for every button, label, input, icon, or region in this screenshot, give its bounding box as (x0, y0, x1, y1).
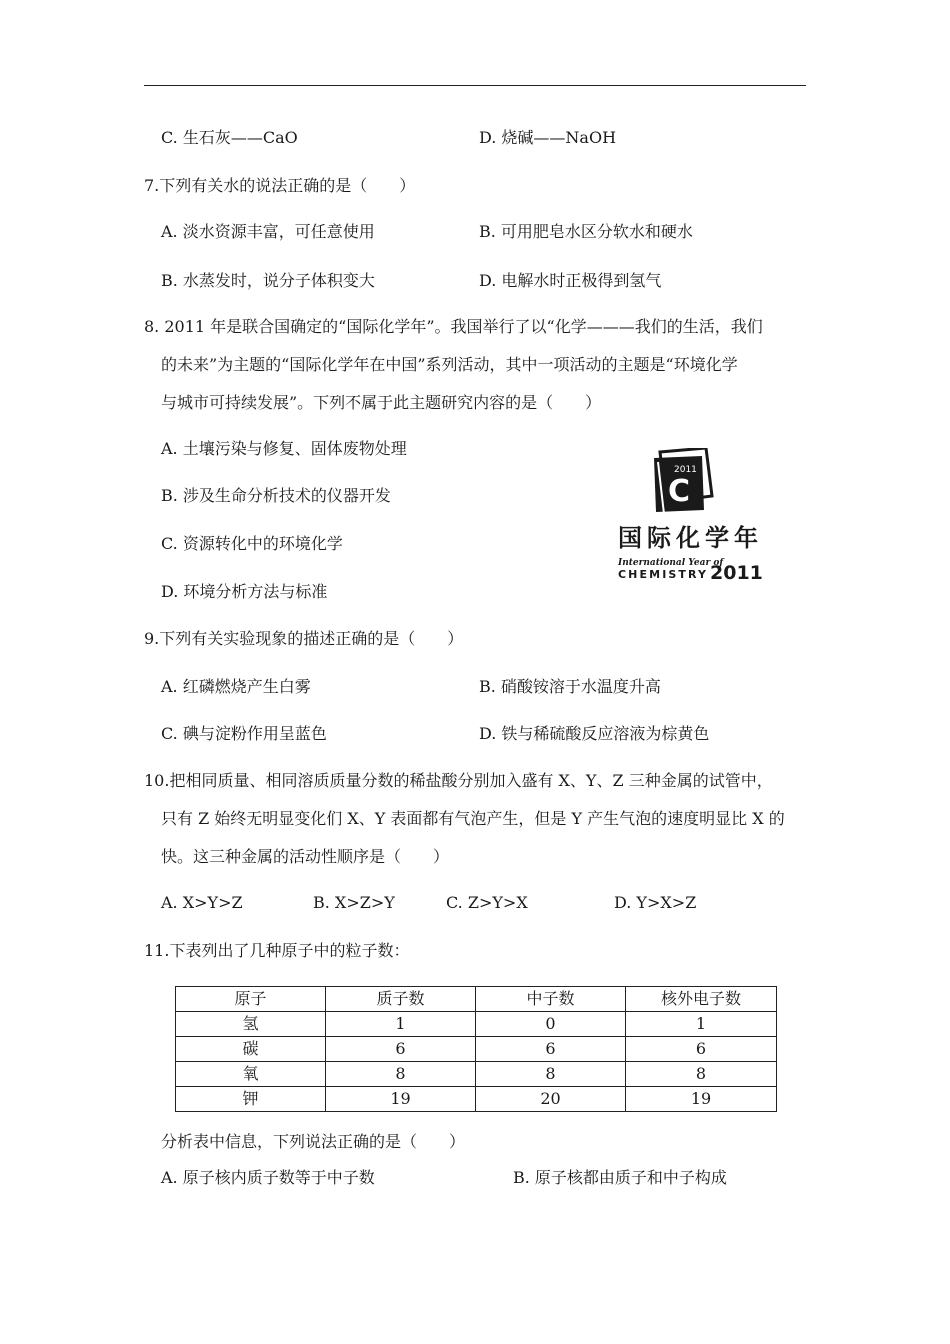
table-cell: 6 (626, 1037, 777, 1062)
chemistry-year-logo (614, 448, 764, 584)
q9-stem: 9.下列有关实验现象的描述正确的是（ ） (144, 629, 464, 648)
table-header-row (176, 987, 777, 1012)
q7-option-d: D. 电解水时正极得到氢气 (479, 271, 662, 290)
q10-option-b: B. X>Z>Y (313, 893, 395, 912)
table-header-cell: 核外电子数 (626, 987, 777, 1012)
table-cell: 8 (476, 1062, 626, 1087)
table-cell: 8 (626, 1062, 777, 1087)
q7-option-a: A. 淡水资源丰富，可任意使用 (161, 222, 375, 241)
q9-option-a: A. 红磷燃烧产生白雾 (161, 677, 311, 696)
table-row (176, 1012, 777, 1037)
q11-option-a: A. 原子核内质子数等于中子数 (161, 1168, 375, 1187)
q9-option-d: D. 铁与稀硫酸反应溶液为棕黄色 (479, 724, 710, 743)
particle-count-table (175, 986, 777, 1112)
q11-analysis: 分析表中信息，下列说法正确的是（ ） (161, 1132, 466, 1151)
q11-option-b: B. 原子核都由质子和中子构成 (513, 1168, 727, 1187)
q7-option-c: B. 水蒸发时，说分子体积变大 (161, 271, 375, 290)
q10-option-d: D. Y>X>Z (614, 893, 697, 912)
q8-stem-line3: 与城市可持续发展”。下列不属于此主题研究内容的是（ ） (161, 393, 602, 412)
table-cell: 钾 (176, 1087, 326, 1112)
table-cell: 1 (626, 1012, 777, 1037)
table-cell: 19 (326, 1087, 476, 1112)
table-row (176, 1087, 777, 1112)
q9-option-c: C. 碘与淀粉作用呈蓝色 (161, 724, 327, 743)
logo-english-line2: CHEMISTRY (618, 568, 706, 581)
table-row (176, 1062, 777, 1087)
q6-option-d: D. 烧碱——NaOH (479, 128, 617, 147)
table-header-cell: 原子 (176, 987, 326, 1012)
q10-stem-line3: 快。这三种金属的活动性顺序是（ ） (161, 847, 450, 866)
q10-option-c: C. Z>Y>X (446, 893, 528, 912)
table-cell: 0 (476, 1012, 626, 1037)
table-row (176, 1037, 777, 1062)
q10-stem-line1: 10.把相同质量、相同溶质质量分数的稀盐酸分别加入盛有 X、Y、Z 三种金属的试管中， (144, 771, 773, 790)
table-header-cell: 质子数 (326, 987, 476, 1012)
table-cell: 6 (476, 1037, 626, 1062)
header-rule (144, 85, 806, 86)
table-cell: 1 (326, 1012, 476, 1037)
q7-stem: 7.下列有关水的说法正确的是（ ） (144, 176, 416, 195)
q8-option-b: B. 涉及生命分析技术的仪器开发 (161, 486, 391, 505)
q6-option-c: C. 生石灰——CaO (161, 128, 298, 147)
q10-option-a: A. X>Y>Z (161, 893, 243, 912)
q10-stem-line2: 只有 Z 始终无明显变化们 X、Y 表面都有气泡产生，但是 Y 产生气泡的速度明显比 X 的 (161, 809, 785, 828)
q7-option-b: B. 可用肥皂水区分软水和硬水 (479, 222, 693, 241)
q8-option-c: C. 资源转化中的环境化学 (161, 534, 343, 553)
table-cell: 氢 (176, 1012, 326, 1037)
q8-stem-line1: 8. 2011 年是联合国确定的“国际化学年”。我国举行了以“化学———我们的生活，我们 (144, 317, 763, 336)
q8-option-d: D. 环境分析方法与标准 (161, 582, 328, 601)
table-cell: 8 (326, 1062, 476, 1087)
table-header-cell: 中子数 (476, 987, 626, 1012)
table-cell: 氧 (176, 1062, 326, 1087)
logo-flag-year: 2011 (674, 465, 697, 475)
logo-year: 2011 (710, 562, 763, 584)
table-cell: 20 (476, 1087, 626, 1112)
q11-stem: 11.下表列出了几种原子中的粒子数： (144, 941, 410, 960)
logo-english-line1: International Year of (618, 558, 724, 568)
q9-option-b: B. 硝酸铵溶于水温度升高 (479, 677, 661, 696)
table-cell: 19 (626, 1087, 777, 1112)
table-cell: 碳 (176, 1037, 326, 1062)
table-cell: 6 (326, 1037, 476, 1062)
q8-stem-line2: 的未来”为主题的“国际化学年在中国”系列活动，其中一项活动的主题是“环境化学 (161, 355, 738, 374)
logo-chinese-title: 国际化学年 (618, 524, 758, 552)
logo-letter: C (668, 474, 691, 509)
q8-option-a: A. 土壤污染与修复、固体废物处理 (161, 439, 407, 458)
